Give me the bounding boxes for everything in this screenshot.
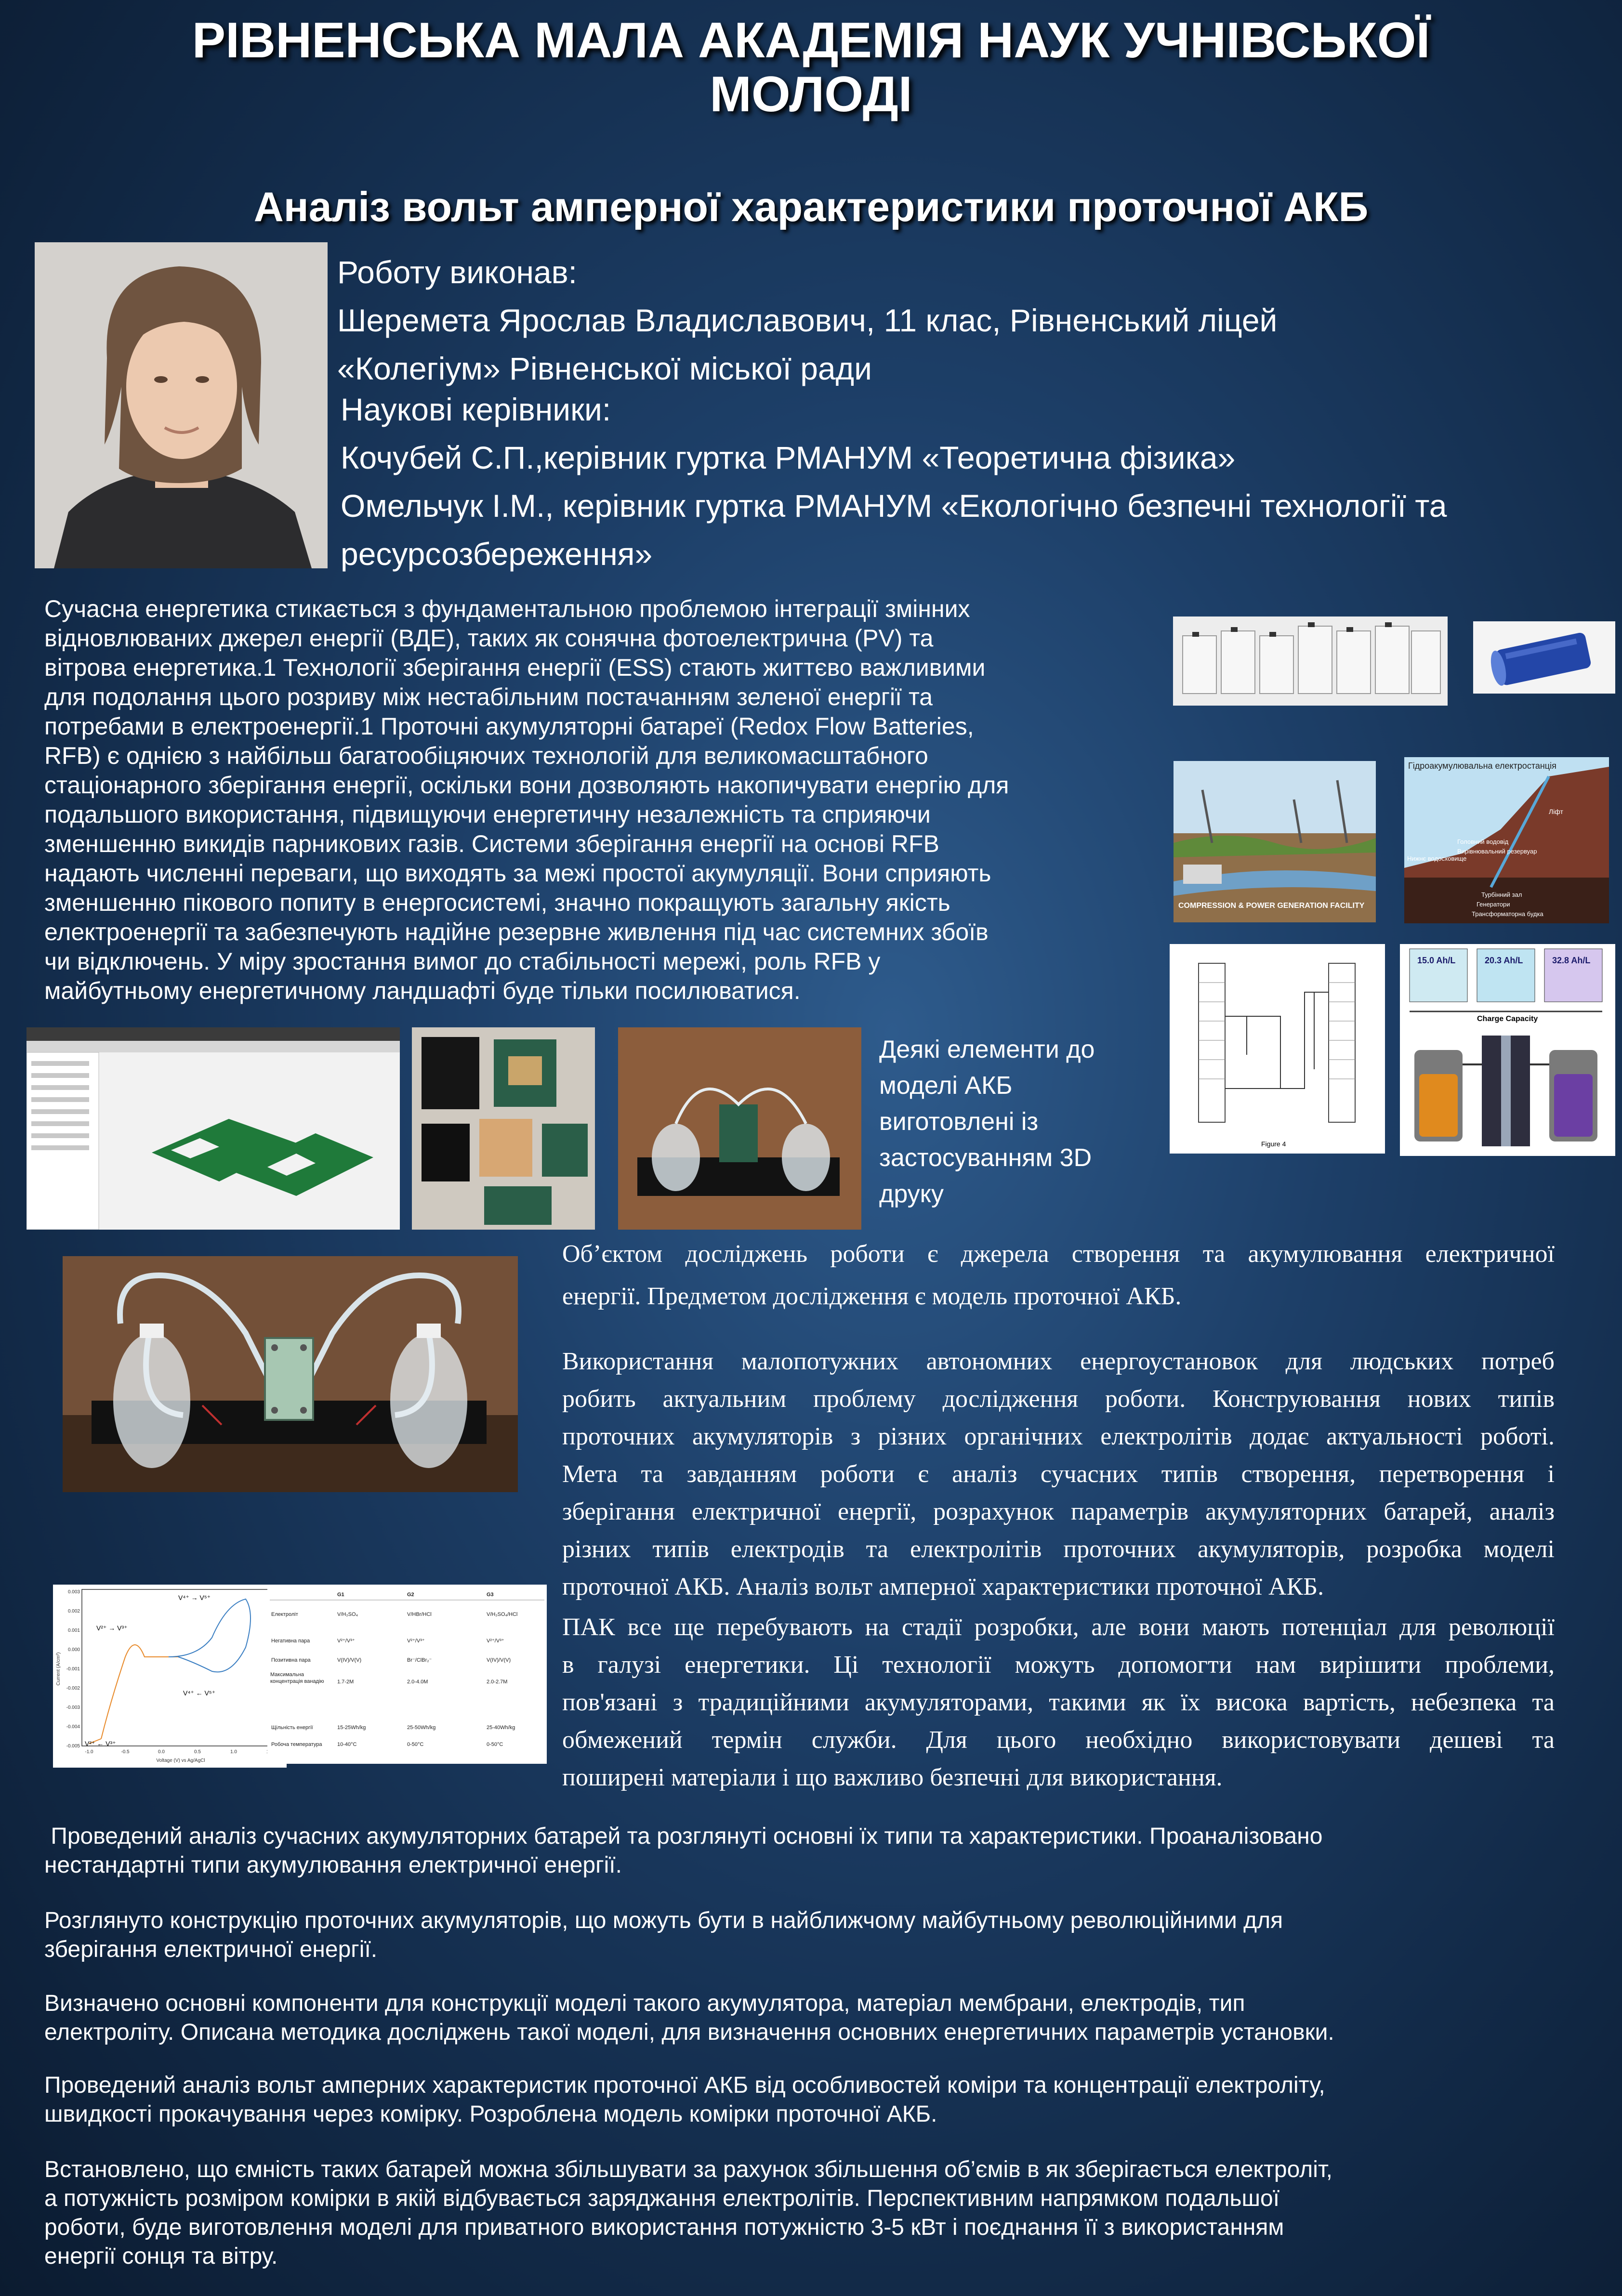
x-tick: -0.5 <box>121 1749 130 1755</box>
poster-title <box>72 13 1550 121</box>
body-line: різних типів електродів та електролітів проточних акумуляторів, розробка моделі <box>562 1535 1555 1563</box>
caption-line: друку <box>879 1180 944 1208</box>
table-cell: 1.7-2M <box>337 1679 354 1685</box>
intro-line: вітрова енергетика.1 Технології зберігання енергії (ESS) стають життєво важливими <box>44 654 986 681</box>
table-cell: V(IV)/V(V) <box>337 1657 362 1663</box>
conclusion-line: Проведений аналіз вольт амперних характеристик проточної АКБ від особливостей коміри та концентрації електроліту, <box>44 2073 1325 2098</box>
x-tick: 1.0 <box>230 1749 237 1755</box>
table-header: G2 <box>407 1592 414 1598</box>
intro-line: зменшенню викидів парникових газів. Системи зберігання енергії на основі RFB <box>44 830 939 857</box>
body-line: проточних акумуляторів з різних органічних електролітів додає актуальності роботі. <box>562 1423 1555 1450</box>
y-tick: 0.002 <box>67 1609 80 1614</box>
table-cell: V/HBr/HCl <box>407 1612 432 1617</box>
y-tick: -0.002 <box>66 1686 80 1691</box>
table-cell: V/H₂SO₄ <box>337 1612 358 1617</box>
conclusion-line: Визначено основні компоненти для конструкції моделі такого акумулятора, матеріал мембрани, електродів, тип <box>44 1991 1245 2016</box>
intro-line: для подолання цього розриву між нестабільним постачанням зеленої енергії та <box>44 683 933 710</box>
hydro-label: Генератори <box>1477 901 1510 908</box>
cv-label: V⁴⁺ ← V⁵⁺ <box>183 1689 216 1697</box>
intro-line: потребами в електроенергії.1 Проточні акумуляторні батареї (Redox Flow Batteries, <box>44 713 974 740</box>
pumped-storage-diagram <box>1404 757 1609 923</box>
hydro-label: Вирівнювальний резервуар <box>1457 848 1537 855</box>
supervisor-1: Кочубей С.П.,керівник гуртка РМАНУМ «Теоретична фізика» <box>341 440 1236 475</box>
cv-curve-chart <box>53 1585 287 1768</box>
capacitor-photo <box>1473 621 1615 694</box>
conclusion-1 <box>44 1822 1576 1880</box>
printed-parts-photo <box>412 1027 595 1230</box>
table-cell: V(IV)/V(V) <box>487 1657 511 1663</box>
supervisors-label: Наукові керівники: <box>341 392 611 427</box>
conclusion-line: Розглянуто конструкцію проточних акумуляторів, що можуть бути в найближчому майбутньому революційними для <box>44 1908 1283 1933</box>
table-cell: Максимальна концентрація ванадію <box>270 1672 324 1684</box>
caption-line: моделі АКБ <box>879 1072 1013 1100</box>
intro-line: RFB) є однією з найбільш багатообіцяючих технологій для великомасштабного <box>44 742 928 769</box>
intro-line: зменшенню пікового попиту в енергосистемі, значно покращують загальну якість <box>44 889 950 916</box>
intro-line: Сучасна енергетика стикається з фундаментальною проблемою інтеграції змінних <box>44 595 970 622</box>
relevance-text <box>562 1343 1555 1606</box>
conclusion-line: Проведений аналіз сучасних акумуляторних батарей та розглянуті основні їх типи та характеристики. Проаналізовано <box>44 1824 1323 1849</box>
body-line: Мета та завданням роботи є аналіз сучасних типів створення, перетворення і <box>562 1460 1555 1488</box>
table-cell: 2.0-2.7M <box>487 1679 508 1685</box>
y-tick: -0.003 <box>66 1705 80 1710</box>
author-school: «Колегіум» Рівненської міської ради <box>337 351 872 386</box>
body-line: в галузі енергетики. Ці технології можуть допомогти нам вирішити проблеми, <box>562 1651 1555 1679</box>
cv-label: V²⁺ → V³⁺ <box>96 1624 128 1632</box>
author-portrait <box>35 242 328 568</box>
hydro-title: Гідроакумулювальна електростанція <box>1408 761 1556 771</box>
body-line: енергії. Предметом дослідження є модель проточної АКБ. <box>562 1283 1182 1310</box>
title-line-2: МОЛОДІ <box>710 66 912 122</box>
conclusion-3 <box>44 1989 1576 2047</box>
table-cell: 15-25Wh/kg <box>337 1725 366 1731</box>
table-cell: V/H₂SO₄/HCl <box>487 1612 518 1617</box>
energy-level-figure <box>1170 944 1385 1154</box>
charge-capacity-label: Charge Capacity <box>1477 1015 1538 1023</box>
conclusion-line: енергії сонця та вітру. <box>44 2244 278 2269</box>
y-tick: -0.001 <box>66 1666 80 1672</box>
intro-line: електроенергії та забезпечують надійне резервне живлення під час системних збоїв <box>44 918 989 945</box>
conclusion-line: роботи, буде виготовлення моделі для приватного використання потужністю 3-5 кВт і поєднання її з використанням <box>44 2215 1284 2240</box>
conclusion-5 <box>44 2155 1576 2271</box>
poster-subtitle: Аналіз вольт амперної характеристики проточної АКБ <box>253 184 1369 230</box>
y-tick: 0.000 <box>67 1647 80 1653</box>
table-header: G1 <box>337 1592 344 1598</box>
conclusion-line: нестандартні типи акумулювання електричної енергії. <box>44 1852 622 1878</box>
table-cell: 10-40°C <box>337 1742 357 1747</box>
x-tick: 0.5 <box>194 1749 201 1755</box>
table-cell: Br⁻/ClBr₂⁻ <box>407 1657 432 1663</box>
table-cell: Позитивна пара <box>271 1657 311 1663</box>
caption-line: виготовлені із <box>879 1108 1039 1136</box>
supervisor-2-cont: ресурсозбереження» <box>341 536 653 572</box>
table-cell: Робоча температура <box>271 1742 322 1747</box>
conclusion-line: зберігання електричної енергії. <box>44 1937 378 1962</box>
x-axis-label: Voltage (V) vs Ag/AgCl <box>156 1758 205 1763</box>
table-cell: 25-40Wh/kg <box>487 1725 515 1731</box>
caption-line: Деякі елементи до <box>879 1036 1095 1063</box>
hydro-label: Нижнє водосховище <box>1407 855 1467 862</box>
body-line: Використання малопотужних автономних енергоустановок для людських потреб <box>562 1348 1555 1375</box>
supervisor-2: Омельчук І.М., керівник гуртка РМАНУМ «Екологічно безпечні технології та <box>341 488 1447 524</box>
intro-line: майбутньому енергетичному ландшафті буде тільки посилюватися. <box>44 977 801 1004</box>
x-tick: -1.0 <box>85 1749 93 1755</box>
vanadium-flow-figure <box>1400 944 1615 1156</box>
table-cell: 2.0-4.0M <box>407 1679 428 1685</box>
hydro-label: Головний водовід <box>1457 838 1509 845</box>
capacity-label: 32.8 Ah/L <box>1552 956 1591 965</box>
intro-line: подальшого використання, підвищуючи енергетичну незалежність та сприяючи <box>44 801 931 828</box>
body-line: Об’єктом досліджень роботи є джерела створення та акумулювання електричної <box>562 1240 1555 1268</box>
cv-label: V²⁺ ← V³⁺ <box>85 1740 116 1747</box>
caption-3d-print <box>879 1032 1095 1212</box>
body-line: робить актуальним проблему дослідження роботи. Конструювання нових типів <box>562 1385 1555 1413</box>
y-tick: -0.005 <box>66 1744 80 1749</box>
hydro-label: Турбінний зал <box>1481 891 1522 898</box>
y-axis-label: Current (A/cm²) <box>56 1652 61 1686</box>
conclusion-4 <box>44 2071 1576 2129</box>
table-cell: V²⁺/V³⁺ <box>337 1638 355 1644</box>
electrolyte-table <box>267 1585 547 1764</box>
body-line: пов'язані з традиційними акумуляторами, такими як їх висока вартість, небезпека та <box>562 1689 1555 1716</box>
conclusion-line: а потужність розміром комірки в якій відбувається заряджання електролітів. Перспективним напрямком подальшої <box>44 2186 1280 2211</box>
assembled-model-photo-small <box>618 1027 861 1230</box>
body-line: зберігання електричної енергії, розрахунок параметрів акумуляторних батарей, аналіз <box>562 1498 1555 1525</box>
capacity-label: 15.0 Ah/L <box>1417 956 1456 965</box>
caption-line: застосуванням 3D <box>879 1144 1092 1172</box>
conclusion-line: електроліту. Описана методика досліджень такої моделі, для визначення основних енергетичних параметрів установки. <box>44 2020 1334 2045</box>
table-cell: 25-50Wh/kg <box>407 1725 436 1731</box>
table-cell: V²⁺/V³⁺ <box>487 1638 504 1644</box>
intro-line: надають численні переваги, що виходять за межі простої акумуляції. Вони сприяють <box>44 860 991 887</box>
author-label: Роботу виконав: <box>337 254 577 290</box>
cv-label: V⁴⁺ → V⁵⁺ <box>178 1594 211 1601</box>
perspectives-text <box>562 1609 1555 1797</box>
cad-model-screenshot <box>26 1027 400 1230</box>
compression-label: COMPRESSION & POWER GENERATION FACILITY <box>1178 902 1365 910</box>
table-cell: 0-50°C <box>487 1742 503 1747</box>
body-line: поширені матеріали і що важливо безпечні для використання. <box>562 1764 1223 1791</box>
hydro-label: Ліфт <box>1549 808 1563 815</box>
hydro-label: Трансформаторна будка <box>1472 910 1543 918</box>
body-line: ПАК все ще перебувають на стадії розробки, але вони мають потенціал для революції <box>562 1614 1555 1641</box>
intro-line: чи відключень. У міру зростання вимог до стабільності мережі, роль RFB у <box>44 948 881 975</box>
body-line: обмежений термін служби. Для цього необхідно використовувати дешеві та <box>562 1726 1555 1754</box>
table-header: G3 <box>487 1592 494 1598</box>
intro-line: стаціонарного зберігання енергії, оскільки вони дозволяють накопичувати енергію для <box>44 772 1009 799</box>
intro-line: відновлюваних джерел енергії (ВДЕ), таких як сонячна фотоелектрична (PV) та <box>44 625 934 652</box>
figure-4-label: Figure 4 <box>1261 1140 1286 1148</box>
battery-rack-photo <box>1173 617 1448 706</box>
compressed-air-diagram <box>1174 761 1376 922</box>
author-name: Шеремета Ярослав Владиславович, 11 клас, Рівненський ліцей <box>337 302 1278 338</box>
conclusion-line: швидкості прокачування через комірку. Розроблена модель комірки проточної АКБ. <box>44 2101 937 2127</box>
table-cell: Електроліт <box>271 1612 298 1617</box>
body-line: проточної АКБ. Аналіз вольт амперної характеристики проточної АКБ. <box>562 1573 1324 1601</box>
y-tick: 0.001 <box>67 1628 80 1633</box>
y-tick: -0.004 <box>66 1724 80 1730</box>
supervisors-block <box>341 385 1447 578</box>
conclusion-line: Встановлено, що ємність таких батарей можна збільшувати за рахунок збільшення об’ємів в як зберігається електроліт, <box>44 2157 1332 2182</box>
authors-block <box>337 248 1277 393</box>
table-cell: Негативна пара <box>271 1638 310 1644</box>
capacity-label: 20.3 Ah/L <box>1485 956 1523 965</box>
x-tick: 0.0 <box>158 1749 165 1755</box>
table-cell: 0-50°C <box>407 1742 424 1747</box>
intro-text <box>44 594 1140 1006</box>
flow-battery-model-photo <box>63 1256 518 1492</box>
table-cell: V²⁺/V³⁺ <box>407 1638 425 1644</box>
object-of-study-text <box>562 1235 1555 1315</box>
title-line-1: РІВНЕНСЬКА МАЛА АКАДЕМІЯ НАУК УЧНІВСЬКОЇ <box>192 13 1430 68</box>
conclusion-2 <box>44 1906 1576 1964</box>
y-tick: 0.003 <box>67 1589 80 1595</box>
table-cell: Щільність енергії <box>271 1725 313 1731</box>
